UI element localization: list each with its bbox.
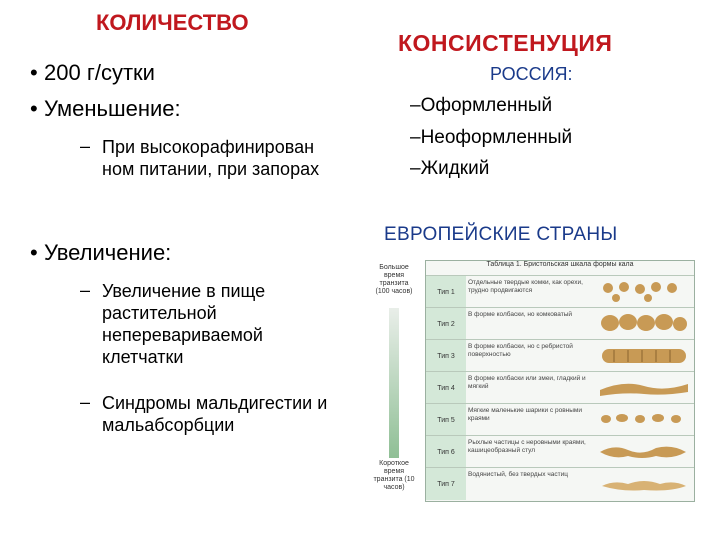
bullet-increase: • Увеличение:	[30, 240, 172, 265]
bristol-type-label: Тип 4	[426, 372, 466, 404]
bristol-row	[426, 403, 694, 436]
stool-illustration-icon	[594, 438, 692, 466]
russia-item-formed: –Оформленный	[410, 95, 553, 116]
bristol-type-label: Тип 1	[426, 276, 466, 308]
bristol-caption: Таблица 1. Бристольская шкала формы кала	[486, 261, 634, 268]
stool-illustration-icon	[594, 278, 692, 306]
stool-illustration-icon	[594, 406, 692, 434]
bristol-row	[426, 275, 694, 308]
bristol-description: В форме колбаски, но с ребристой поверхностью	[468, 343, 573, 358]
stool-illustration-icon	[594, 342, 692, 370]
russia-label: РОССИЯ:	[490, 64, 573, 84]
bristol-type-label: Тип 3	[426, 340, 466, 372]
bullet-dot: •	[30, 96, 38, 121]
bristol-type-label: Тип 5	[426, 404, 466, 436]
bristol-row	[426, 467, 694, 500]
quantity-title: КОЛИЧЕСТВО	[96, 10, 249, 35]
bristol-row	[426, 307, 694, 340]
bristol-description: Рыхлые частицы с неровными краями, кашицеобразный стул	[468, 439, 586, 454]
bristol-row	[426, 339, 694, 372]
transit-time-bar	[389, 308, 399, 458]
bristol-type-label: Тип 7	[426, 468, 466, 500]
stool-illustration-icon	[594, 374, 692, 402]
stool-illustration-icon	[594, 310, 692, 338]
long-transit-label: Большое время транзита (100 часов)	[375, 264, 413, 295]
bristol-row	[426, 435, 694, 468]
bristol-scale-figure	[373, 250, 698, 502]
bristol-description: Отдельные твердые комки, как орехи, трудно продвигаются	[468, 279, 583, 294]
russia-item-unformed: –Неоформленный	[410, 127, 573, 148]
bristol-description: Мягкие маленькие шарики с ровными краями	[468, 407, 583, 422]
stool-illustration-icon	[594, 470, 692, 498]
bristol-description: В форме колбаски или змеи, гладкий и мягкий	[468, 375, 586, 390]
bullet-dot: •	[30, 60, 38, 85]
bristol-description: Водянистый, без твердых частиц	[468, 471, 568, 478]
russia-item-liquid: –Жидкий	[410, 158, 490, 179]
europe-label: ЕВРОПЕЙСКИЕ СТРАНЫ	[384, 224, 618, 245]
bristol-row	[426, 371, 694, 404]
bullet-decrease: • Уменьшение:	[30, 96, 181, 121]
bristol-type-label: Тип 6	[426, 436, 466, 468]
bullet-dot: •	[30, 240, 38, 265]
bullet-amount: • 200 г/сутки	[30, 60, 155, 85]
short-transit-label: Короткое время транзита (10 часов)	[373, 460, 415, 491]
bristol-type-label: Тип 2	[426, 308, 466, 340]
bristol-description: В форме колбаски, но комковатый	[468, 311, 572, 318]
consistency-title: КОНСИСТЕНУЦИЯ	[398, 30, 613, 56]
bristol-table	[425, 260, 695, 502]
